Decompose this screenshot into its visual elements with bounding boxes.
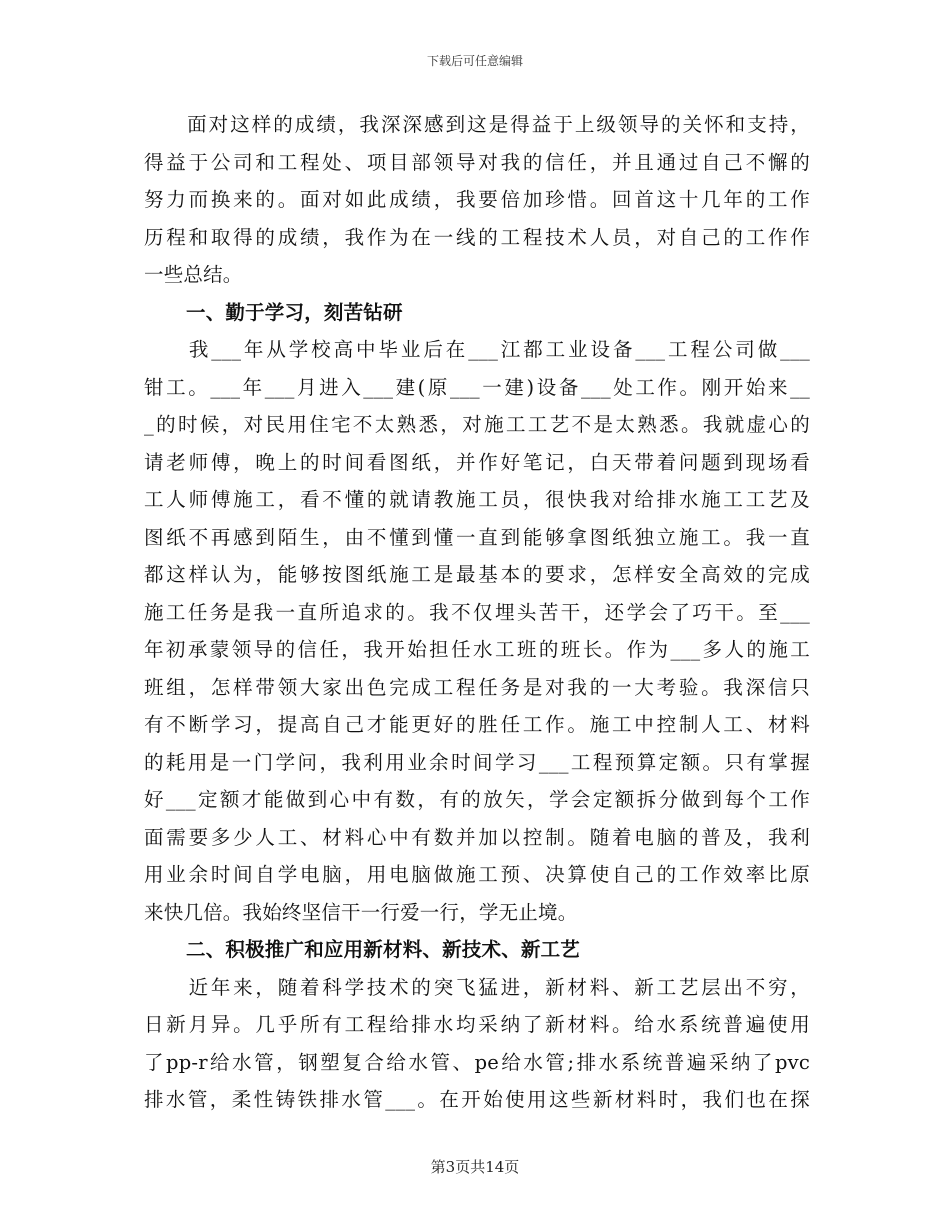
paragraph-line: 得益于公司和工程处、项目部领导对我的信任，并且通过自己不懈的: [144, 150, 810, 174]
paragraph-line: 的耗用是一门学问，我利用业余时间学习___工程预算定额。只有掌握: [144, 750, 810, 774]
page-number-footer: 第3页共14页: [430, 1158, 520, 1176]
paragraph-line: 图纸不再感到陌生，由不懂到懂一直到能够拿图纸独立施工。我一直: [144, 525, 810, 549]
header-note: 下载后可任意编辑: [426, 54, 523, 68]
section-heading: 二、积极推广和应用新材料、新技术、新工艺: [186, 938, 581, 961]
paragraph-line: 请老师傅，晚上的时间看图纸，并作好笔记，白天带着问题到现场看: [144, 450, 810, 474]
paragraph-line: 施工任务是我一直所追求的。我不仅埋头苦干，还学会了巧干。至___: [144, 600, 810, 624]
paragraph-line: 都这样认为，能够按图纸施工是最基本的要求，怎样安全高效的完成: [144, 563, 810, 586]
paragraph-line: 了pp-r给水管，钢塑复合给水管、pe给水管;排水系统普遍采纳了pvc: [144, 1050, 810, 1074]
paragraph-line: 工人师傅施工，看不懂的就请教施工员，很快我对给排水施工工艺及: [144, 488, 810, 511]
paragraph-line: 一些总结。: [144, 263, 243, 286]
paragraph-line: 历程和取得的成绩，我作为在一线的工程技术人员，对自己的工作作: [144, 225, 810, 249]
paragraph-line: 来快几倍。我始终坚信干一行爱一行，学无止境。: [144, 900, 578, 924]
paragraph-line: _的时候，对民用住宅不太熟悉，对施工工艺不是太熟悉。我就虚心的: [144, 413, 810, 436]
paragraph-line: 班组，怎样带领大家出色完成工程任务是对我的一大考验。我深信只: [144, 675, 810, 699]
paragraph-line: 面需要多少人工、材料心中有数并加以控制。随着电脑的普及，我利: [144, 825, 810, 849]
paragraph-line: 用业余时间自学电脑，用电脑做施工预、决算使自己的工作效率比原: [144, 863, 810, 886]
paragraph-line: 年初承蒙领导的信任，我开始担任水工班的班长。作为___多人的施工: [144, 638, 810, 661]
paragraph-line: 面对这样的成绩，我深深感到这是得益于上级领导的关怀和支持，: [144, 113, 810, 136]
paragraph-line: 近年来，随着科学技术的突飞猛进，新材料、新工艺层出不穷，: [144, 975, 810, 999]
paragraph-line: 好___定额才能做到心中有数，有的放矢，学会定额拆分做到每个工作: [144, 788, 810, 811]
paragraph-line: 有不断学习，提高自己才能更好的胜任工作。施工中控制人工、材料: [144, 713, 810, 736]
paragraph-line: 努力而换来的。面对如此成绩，我要倍加珍惜。回首这十几年的工作: [144, 188, 810, 211]
paragraph-line: 排水管，柔性铸铁排水管___。在开始使用这些新材料时，我们也在探: [144, 1088, 810, 1111]
document-body: [144, 106, 810, 1119]
paragraph-line: 钳工。___年___月进入___建(原___一建)设备___处工作。刚开始来__: [144, 375, 810, 399]
paragraph-line: 日新月异。几乎所有工程给排水均采纳了新材料。给水系统普遍使用: [144, 1013, 810, 1036]
section-heading: 一、勤于学习，刻苦钻研: [186, 300, 403, 324]
paragraph-line: 我___年从学校高中毕业后在___江都工业设备___工程公司做___: [144, 338, 810, 361]
